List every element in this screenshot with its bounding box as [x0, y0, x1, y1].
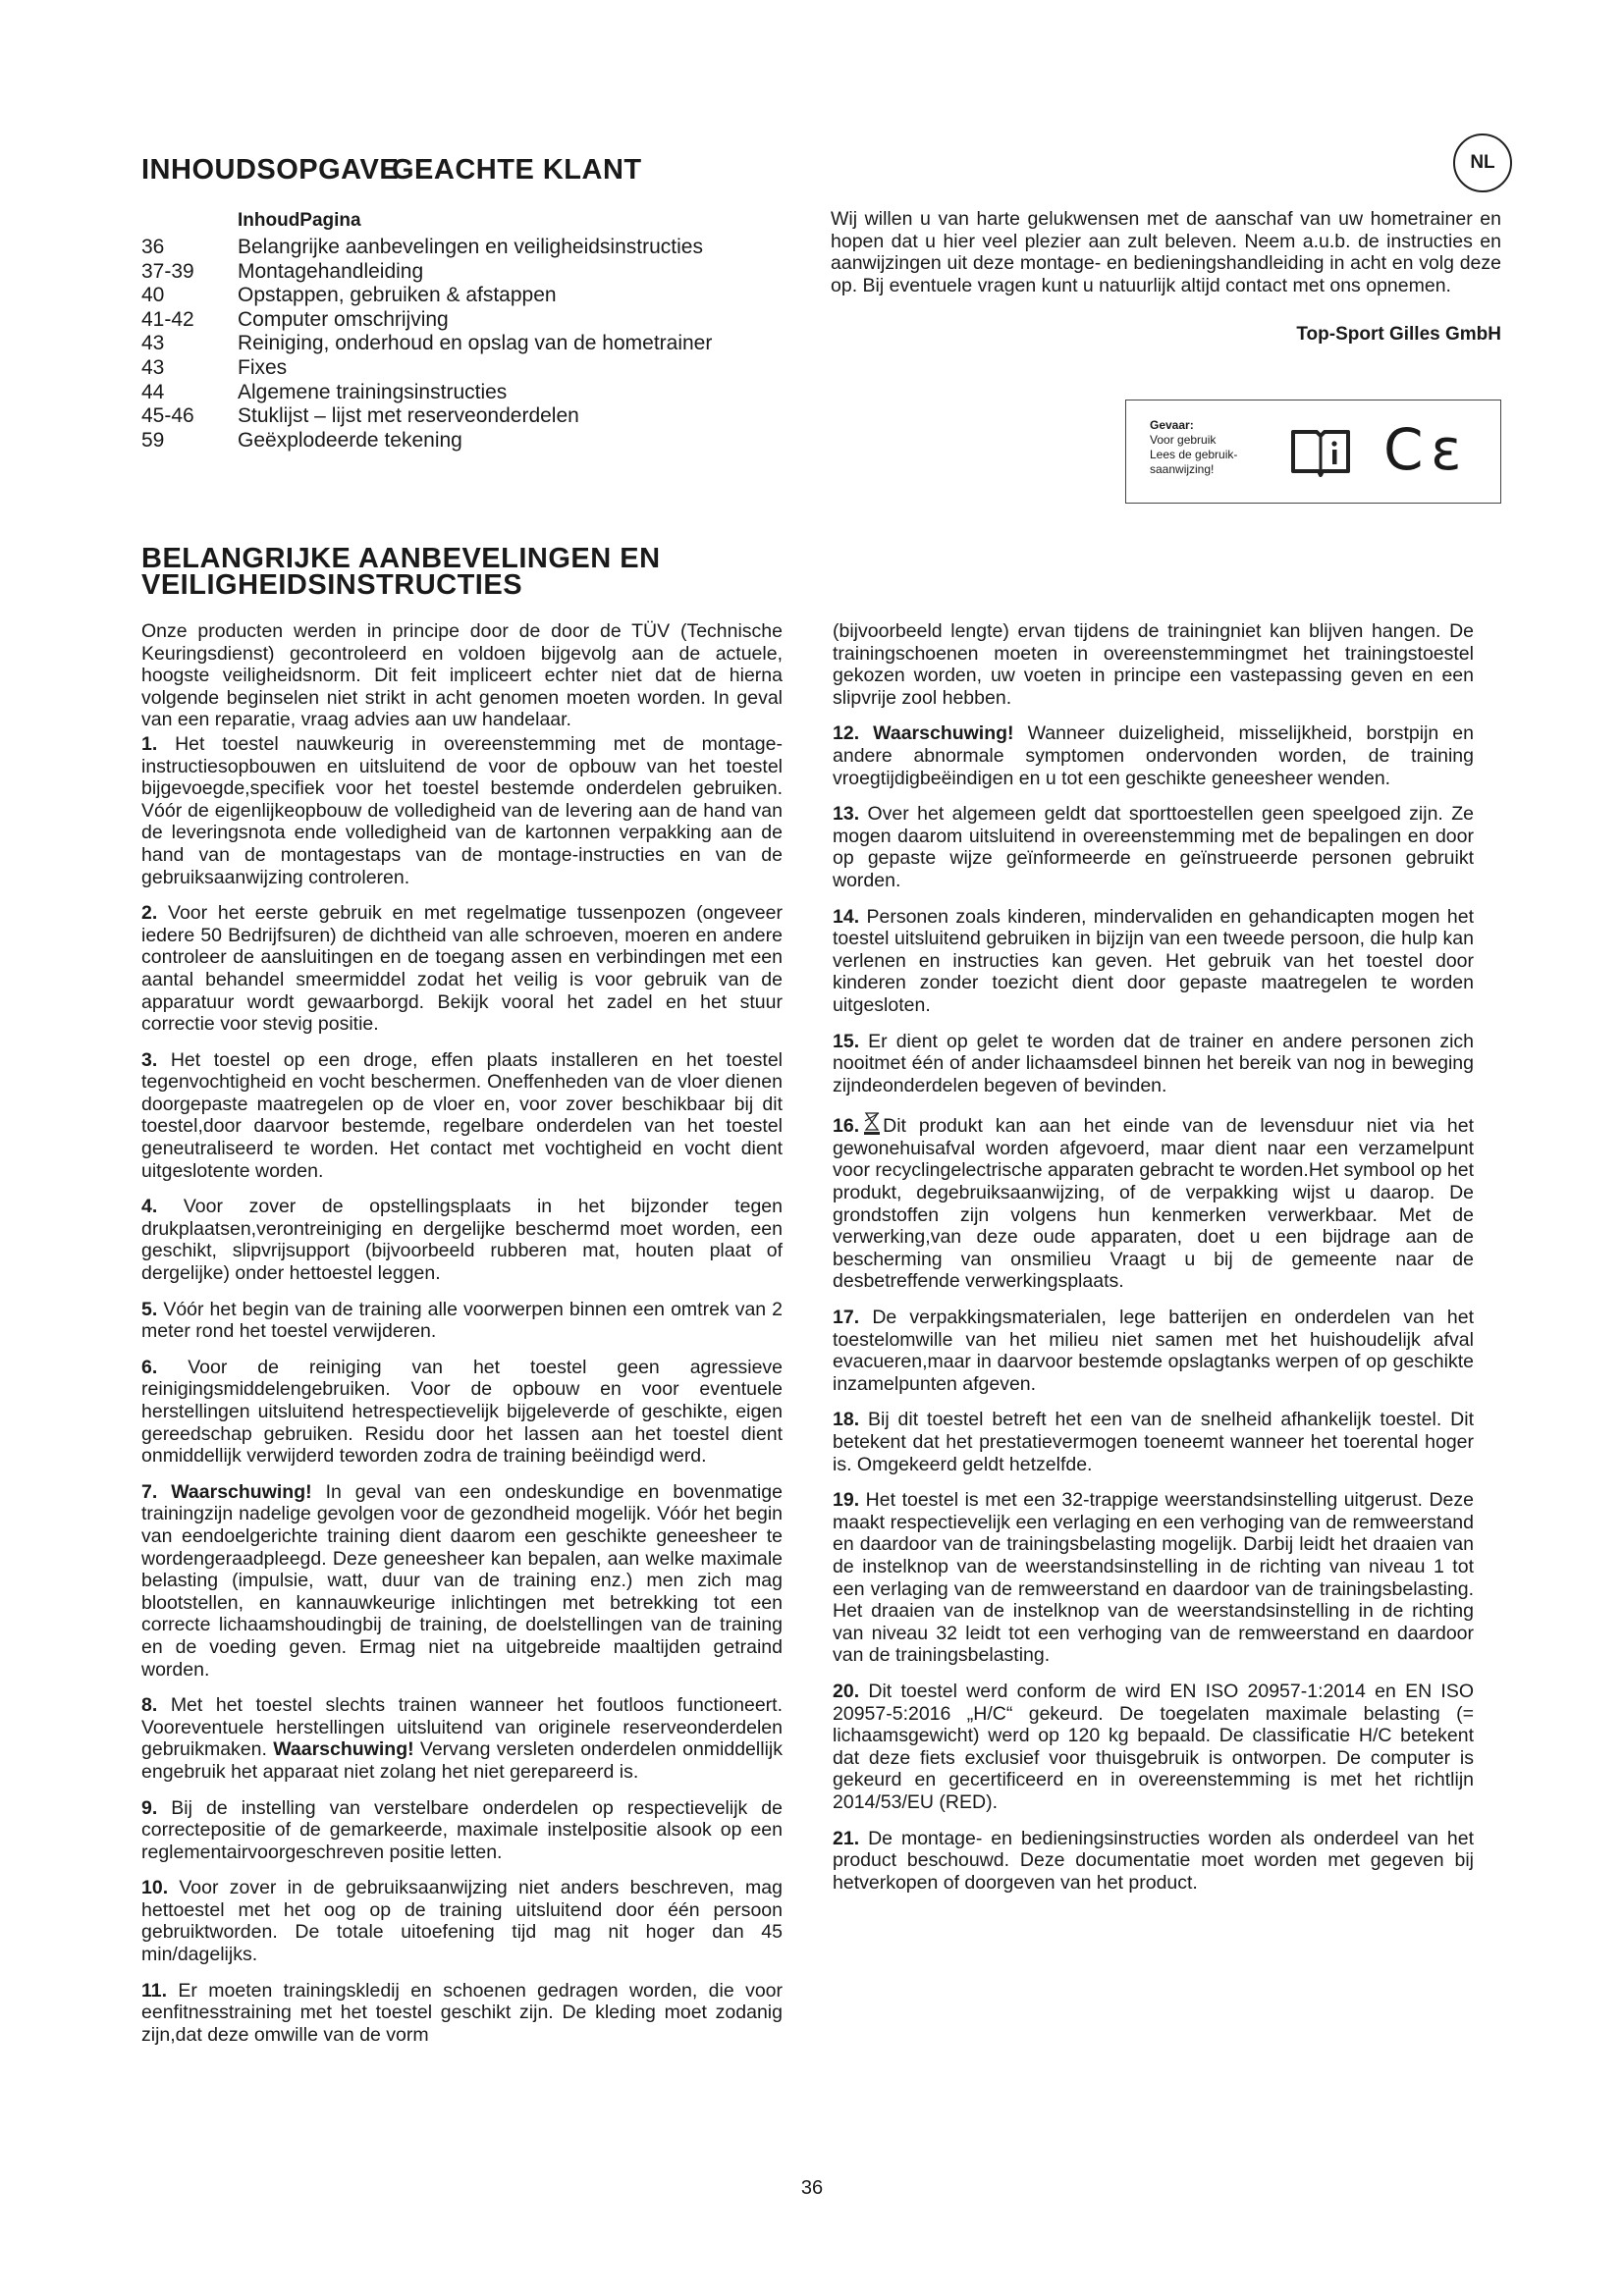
item-number: 19. [833, 1489, 860, 1512]
item-text: Voor de reiniging van het toestel geen agressieve reinigingsmiddelengebruiken. Voor de opbouw en voor eventuele herstellingen uitsluitend hetrespectievelijk bijgeleverde of geschikte, eigen gereedschap gebruiken. Residu door het lassen aan het toestel dient onmiddellijk verwijderd teworden zodra de training beëindigd werd. [141, 1356, 784, 1468]
toc-title: Reiniging, onderhoud en opslag van de hometrainer [238, 332, 713, 355]
item-text: Voor zover de opstellingsplaats in het bijzonder tegen drukplaatsen,verontreiniging en dergelijke beschermd moet worden, een geschikt, slipvrijsupport (bijvoorbeeld rubberen mat, houten plaat of dergelijke) onder hettoestel leggen. [141, 1196, 783, 1285]
toc-page: 43 [141, 355, 165, 379]
safety-item-11 [141, 1980, 783, 2047]
warning-line: saanwijzing! [1150, 462, 1215, 476]
toc-page: 45-46 [141, 404, 194, 428]
item-number: 9. [141, 1796, 158, 1819]
toc-entry[interactable] [141, 308, 712, 333]
safety-item-14 [833, 906, 1474, 1017]
safety-item-6 [141, 1357, 783, 1468]
item-number: 13. [833, 803, 860, 826]
item-text: Het toestel op een droge, effen plaats installeren en het toestel tegenvochtigheid en vocht beschermen. Oneffenheden van de vloer dienen doorgepaste maatregelen op de vloer en, voor zover beschikbaar bij dit toestel,door daarvoor bestemde, regelbare onderdelen van het toestel geneutraliseerd te worden. Het contact met vochtigheid en vocht dient uitgeslotente worden. [141, 1048, 783, 1182]
company-name: Top-Sport Gilles GmbH [1296, 324, 1501, 345]
item-text: Vóór het begin van de training alle voorwerpen binnen een omtrek van 2 meter rond het toestel verwijderen. [141, 1298, 784, 1343]
toc-title: Geëxplodeerde tekening [238, 428, 462, 452]
toc-page: 44 [141, 380, 165, 403]
safety-item-19 [833, 1489, 1474, 1667]
item-text: Vervang versleten onderdelen onmiddellijk engebruik het apparaat niet zolang het niet gerepareerd is. [141, 1738, 783, 1783]
toc-entry[interactable] [141, 284, 712, 308]
item-text: De montage- en bedieningsinstructies worden als onderdeel van het product beschouwd. Deze documentatie moet worden met gegeven bij hetverkopen of doorgeven van het product. [833, 1827, 1475, 1894]
safety-item-16 [833, 1110, 1474, 1293]
item-number: 11. [141, 1979, 168, 2002]
item-text: Bij de instelling van verstelbare onderdelen op respectievelijk de correctepositie of de gemarkeerde, maximale instelpositie alsook op een reglementairvoorgeschreven positie letten. [141, 1796, 784, 1863]
item-text: Voor het eerste gebruik en met regelmatige tussenpozen (ongeveer iedere 50 Bedrijfsuren) de dichtheid van alle schroeven, moeren en andere controleer de aansluitingen en de toegang assen en verbindingen met een aantal behandel smeermiddel zodat het veilig is voor gebruik van de apparatuur wordt gewaarborgd. Bekijk vooral het zadel en het stuur correctie voor stevig positie. [141, 902, 783, 1036]
item-text: De verpakkingsmaterialen, lege batterijen en onderdelen van het toestelomwille van het milieu niet samen met het huishoudelijk afval evacueren,maar in daarvoor bestemde opslagtanks werpen of op geschikte inzamelpunten afgeven. [833, 1307, 1474, 1395]
safety-item-4 [141, 1196, 783, 1284]
item-text: In geval van een ondeskundige en bovenmatige trainingzijn nadelige gevolgen voor de gezondheid mogelijk. Vóór het begin van eendoelgerichte training dient daarom een geschikte geneesheer te wordengeraadpleegd. Deze geneesheer kan bepalen, aan welke maximale belasting (impulsie, watt, duur van de training enz.) men zich mag blootstellen, en kannauwkeurige inlichtingen met betrekking tot een correcte lichaamshoudingbij de training, de doelstellingen van de training en de voeding geven. Ermag niet na uitgebreide maaltijden getraind worden. [141, 1480, 783, 1681]
toc-page: 36 [141, 236, 165, 258]
toc-entry[interactable] [141, 381, 712, 405]
item-number: 14. [833, 905, 860, 928]
item-text: Personen zoals kinderen, mindervaliden en gehandicapten mogen het toestel uitsluitend gebruiken in bijzijn van een tweede persoon, die hulp kan verlenen en instructies kan geven. Het gebruik van het toestel door kinderen zonder toezicht dient door gepaste maatregelen te worden uitgesloten. [833, 905, 1474, 1016]
item-text: Er moeten trainingskledij en schoenen gedragen worden, die voor eenfitnesstraining met het toestel geschikt zijn. De kleding moet zodanig zijn,dat deze omwille van de vorm [141, 1979, 784, 2046]
item-number: 7. [141, 1480, 158, 1503]
warning-box [1125, 400, 1501, 504]
item-text: Het toestel nauwkeurig in overeenstemming met de montage-instructiesopbouwen en uitsluitend de voor de opbouw van het toestel bijgevoegde,specifiek voor het toestel bestemde onderdelen gebruiken. Vóór de eigenlijkeopbouw de volledigheid van de levering aan de hand van de leveringsnota ende volledigheid van de kartonnen verpakking aan de hand van de montagestaps van de montage-instructies en van de gebruiksaanwijzing controleren. [141, 732, 783, 888]
safety-heading-line2: VEILIGHEIDSINSTRUCTIES [141, 569, 523, 601]
toc-entry[interactable] [141, 236, 712, 260]
item-text: Bij dit toestel betreft het een van de snelheid afhankelijk toestel. Dit betekent dat het prestatievermogen toeneemt wanneer het toerental hoger is. Omgekeerd geldt hetzelfde. [833, 1409, 1474, 1475]
toc-title: Montagehandleiding [238, 259, 424, 283]
safety-intro: Onze producten werden in principe door de door de TÜV (Technische Keuringsdienst) gecontroleerd en voldoen bijgevolg aan de actuele, hoogste veiligheidsnorm. Dit feit impliceert echter niet dat de hierna volgende beginselen niet strikt in acht genomen moeten worden. In geval van een reparatie, vraag advies aan uw handelaar. [141, 620, 783, 731]
toc-list [141, 236, 712, 453]
safety-item-11-continued: (bijvoorbeeld lengte) ervan tijdens de trainingniet kan blijven hangen. De trainingschoenen moeten in overeenstemmingmet het trainingstoestel gekozen worden, uw voeten in principe een vastepassing geven en een slipvrije zool hebben. [833, 620, 1474, 709]
item-text: Dit toestel werd conform de wird EN ISO 20957-1:2014 en EN ISO 20957-5:2016 „H/C“ gekeurd. De toegelaten maximale belasting (= lichaamsgewicht) werd op 120 kg bepaald. De classificatie H/C betekent dat deze fiets exclusief voor thuisgebruik is ontworpen. De computer is gekeurd en gecertificeerd en in overeenstemming is met het richtlijn 2014/53/EU (RED). [833, 1680, 1474, 1813]
item-text: Wanneer duizeligheid, misselijkheid, borstpijn en andere abnormale symptomen ondervonden worden, de training vroegtijdigbeëindigen en u tot een geschikte geneesheer wenden. [833, 722, 1474, 789]
warning-text [1150, 418, 1237, 477]
toc-page: 40 [141, 284, 165, 307]
item-number: 16. [833, 1115, 860, 1138]
toc-page: 41-42 [141, 307, 194, 331]
item-number: 20. [833, 1680, 860, 1702]
safety-item-5 [141, 1299, 783, 1343]
item-number: 4. [141, 1196, 158, 1218]
weee-bin-icon [863, 1110, 881, 1136]
safety-item-10 [141, 1877, 783, 1965]
safety-item-13 [833, 803, 1474, 891]
item-number: 3. [141, 1048, 158, 1071]
item-text: Het toestel is met een 32-trappige weerstandsinstelling uitgerust. Deze maakt respectievelijk een verlaging en een verhoging van de remweerstand en daardoor van de trainingsbelasting mogelijk. Darbij leidt het draaien van de instelknop van de weerstandsinstelling in de richting van niveau 1 tot een verlaging van de remweerstand en daardoor van de trainingsbelasting. Het draaien van de instelknop van de weerstandsinstelling in de richting van niveau 32 leidt tot een verhoging van de remweerstand en daardoor van de trainingsbelasting. [833, 1489, 1474, 1667]
toc-title: Opstappen, gebruiken & afstappen [238, 284, 557, 307]
toc-title: Stuklijst – lijst met reserveonderdelen [238, 404, 579, 428]
safety-item-18 [833, 1409, 1474, 1475]
toc-page: 43 [141, 332, 165, 355]
item-text: Dit produkt kan aan het einde van de levensduur niet via het gewonehuisafval worden afgevoerd, maar dient naar een verzamelpunt voor recyclingelectrische apparaten gebracht te worden.Het symbool op het produkt, degebruiksaanwijzing, of de verpakking wijst u daarop. De grondstoffen zijn volgens hun kenmerken verwerkbaar. Met de verwerking,van deze oude apparaten, doet u een bijdrage aan de bescherming van onsmilieu Vraagt u bij de gemeente naar de desbetreffende verwerkingsplaats. [833, 1115, 1474, 1293]
item-text: Er dient op gelet te worden dat de trainer en andere personen zich nooitmet één of ander lichaamsdeel binnen het bereik van nog in beweging zijndeonderdelen begeven of bevinden. [833, 1030, 1475, 1096]
item-number: 17. [833, 1307, 860, 1329]
warning-line: Lees de gebruik- [1150, 448, 1238, 461]
toc-entry[interactable] [141, 429, 712, 454]
warning-line: Voor gebruik [1150, 433, 1217, 447]
safety-item-1 [141, 733, 783, 888]
warning-label: Waarschuwing! [171, 1480, 312, 1503]
warning-title: Gevaar: [1150, 418, 1194, 432]
safety-item-3 [141, 1049, 783, 1183]
ce-mark-icon: C ε [1383, 416, 1460, 483]
item-text: Voor zover in de gebruiksaanwijzing niet anders beschreven, mag hettoestel met het oog op de training uitsluitend door één persoon gebruiktworden. De totale uitoefening tijd mag nit hoger dan 45 min/dagelijks. [141, 1877, 783, 1966]
welcome-text: Wij willen u van harte gelukwensen met de aanschaf van uw hometrainer en hopen dat u hier veel plezier aan zult beleven. Neem a.u.b. de instructies en aanwijzingen uit deze montage- en bedieningshandleiding in acht en volg deze op. Bij eventuele vragen kunt u natuurlijk altijd contact met ons opnemen. [831, 208, 1501, 296]
safety-heading-line1: BELANGRIJKE AANBEVELINGEN EN [141, 543, 661, 574]
item-number: 21. [833, 1827, 860, 1849]
safety-column-left [141, 620, 783, 2059]
toc-title: Algemene trainingsinstructies [238, 380, 508, 403]
safety-item-17 [833, 1307, 1474, 1395]
manual-book-icon [1289, 424, 1352, 477]
safety-item-21 [833, 1828, 1474, 1895]
toc-entry[interactable] [141, 404, 712, 429]
warning-label: Waarschuwing! [273, 1738, 414, 1761]
item-number: 10. [141, 1877, 169, 1899]
item-number: 15. [833, 1030, 860, 1052]
warning-label: Waarschuwing! [873, 722, 1014, 745]
language-badge: NL [1453, 133, 1512, 192]
safety-item-9 [141, 1797, 783, 1864]
toc-title: Belangrijke aanbevelingen en veiligheidsinstructies [238, 236, 703, 258]
item-number: 5. [141, 1298, 158, 1320]
safety-item-20 [833, 1681, 1474, 1814]
item-text: Over het algemeen geldt dat sporttoestellen geen speelgoed zijn. Ze mogen daarom uitsluitend in overeenstemming met de bepalingen en door op gepaste wijze geïnformeerde en geïnstrueerde personen gebruikt worden. [833, 803, 1474, 891]
toc-title: Fixes [238, 355, 288, 379]
item-number: 1. [141, 732, 158, 755]
toc-page: 59 [141, 428, 165, 452]
item-number: 18. [833, 1409, 860, 1431]
toc-entry[interactable] [141, 356, 712, 381]
safety-item-2 [141, 902, 783, 1036]
toc-page: 37-39 [141, 259, 194, 283]
safety-item-7 [141, 1481, 783, 1681]
page-number: 36 [800, 2177, 824, 2199]
toc-title: Computer omschrijving [238, 307, 449, 331]
toc-column-title: InhoudPagina [238, 210, 361, 231]
item-number: 8. [141, 1694, 158, 1717]
toc-entry[interactable] [141, 332, 712, 356]
welcome-heading: GEACHTE KLANT [392, 154, 642, 186]
safety-item-15 [833, 1031, 1474, 1097]
toc-entry[interactable] [141, 260, 712, 285]
safety-column-right [833, 620, 1474, 1907]
item-number: 2. [141, 902, 158, 925]
item-number: 6. [141, 1356, 158, 1378]
toc-heading: INHOUDSOPGAVE [141, 154, 400, 186]
item-text: Met het toestel slechts trainen wanneer het foutloos functioneert. Vooreventuele herstellingen uitsluitend van originele reserveonderdelen gebruikmaken. [141, 1694, 784, 1761]
safety-item-8 [141, 1694, 783, 1783]
safety-item-12 [833, 722, 1474, 789]
item-number: 12. [833, 722, 860, 745]
